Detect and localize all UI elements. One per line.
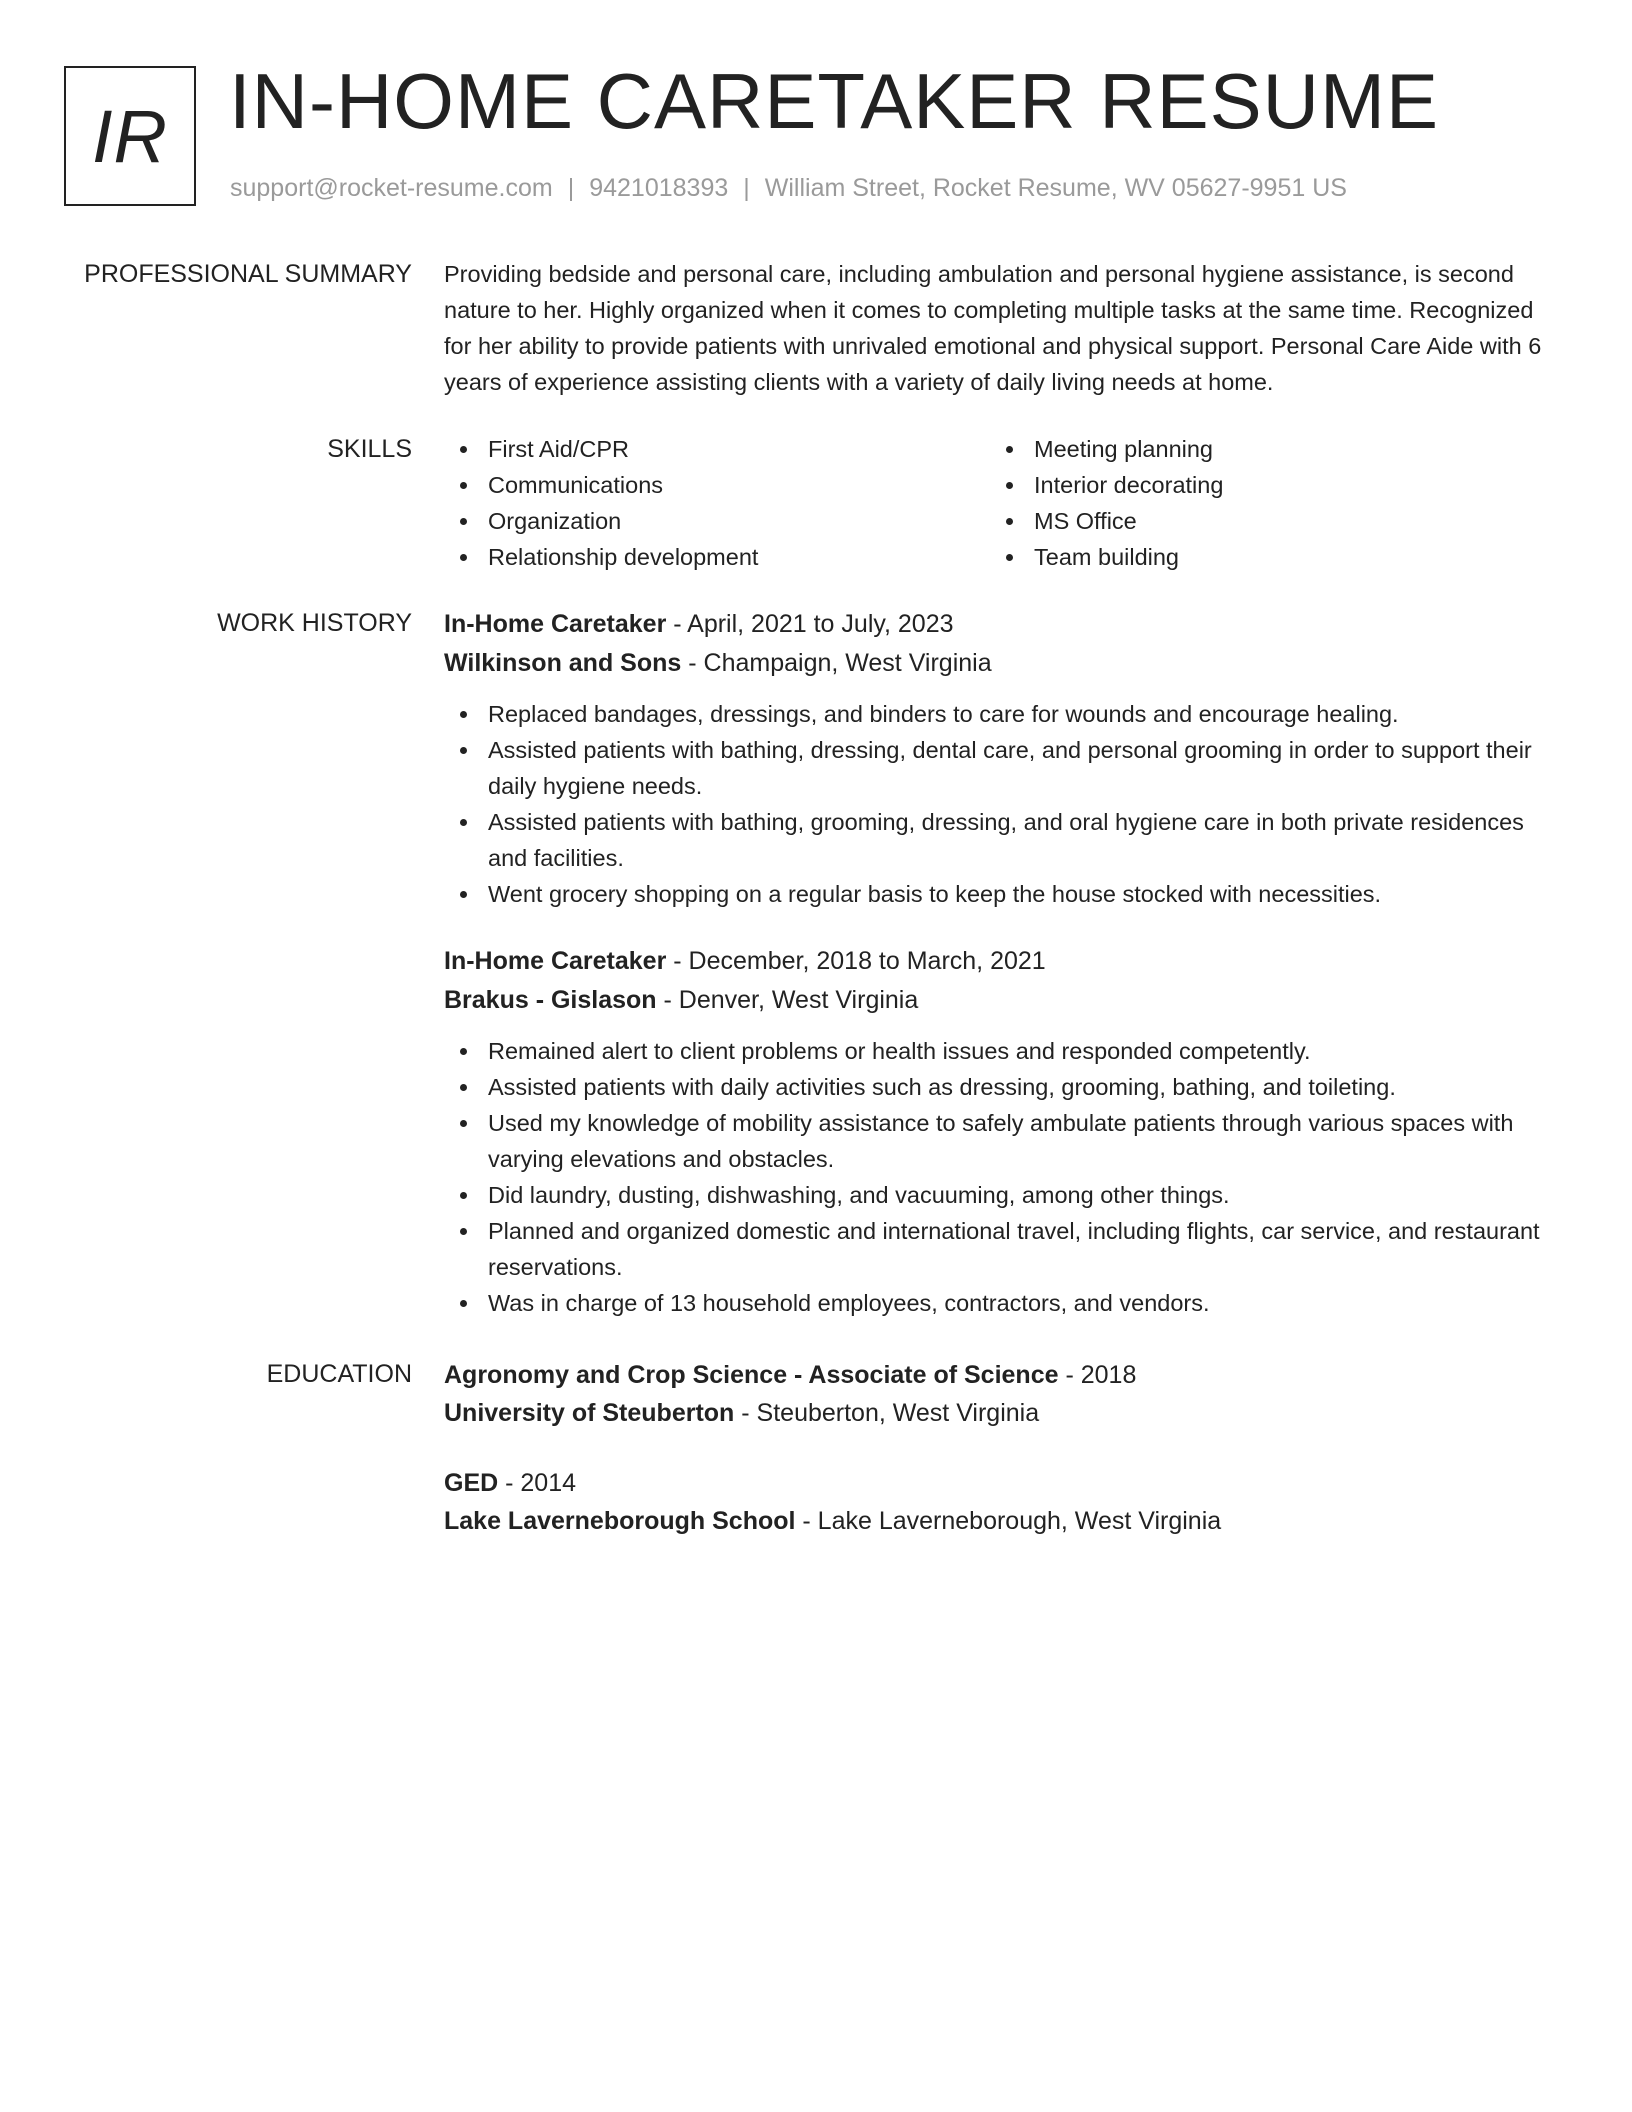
- summary-text: Providing bedside and personal care, including ambulation and personal hygiene assistance, is second nature to her. Highly organized when it comes to completing multiple tasks at the same time. Recognized for her ability to provide patients with unrivaled emotional and physical support. Personal Care Aide with 6 years of experience assisting clients with a variety of daily living needs at home.: [444, 261, 1542, 395]
- job-bullet: Was in charge of 13 household employees, contractors, and vendors.: [444, 1285, 1560, 1321]
- job-title-line: [444, 942, 1560, 981]
- job-company: Brakus - Gislason: [444, 986, 657, 1014]
- job-location: - Champaign, West Virginia: [681, 649, 992, 677]
- job-bullet: Went grocery shopping on a regular basis to keep the house stocked with necessities.: [444, 876, 1560, 912]
- education-year: - 2018: [1058, 1361, 1137, 1389]
- job-bullet: Planned and organized domestic and international travel, including flights, car service, and restaurant reservations.: [444, 1213, 1560, 1285]
- job-bullet: Assisted patients with bathing, dressing, dental care, and personal grooming in order to support their daily hygiene needs.: [444, 732, 1560, 804]
- job-title-line: [444, 605, 1560, 644]
- job-bullet: Assisted patients with bathing, grooming, dressing, and oral hygiene care in both private residences and facilities.: [444, 804, 1560, 876]
- job-bullet: Did laundry, dusting, dishwashing, and vacuuming, among other things.: [444, 1177, 1560, 1213]
- contact-line: [230, 174, 1347, 203]
- education-school-line: [444, 1394, 1560, 1432]
- monogram-text: IR: [92, 94, 168, 178]
- job-bullets: [444, 696, 1560, 912]
- section-label-work: WORK HISTORY: [217, 609, 412, 637]
- contact-separator: |: [567, 174, 575, 202]
- skill-item: Meeting planning: [990, 431, 1536, 467]
- skill-item: Communications: [444, 467, 990, 503]
- education-year: - 2014: [498, 1469, 577, 1497]
- education-degree: GED: [444, 1469, 499, 1497]
- education-location: - Steuberton, West Virginia: [734, 1399, 1040, 1427]
- education-degree-line: [444, 1356, 1560, 1394]
- education-body: [444, 1356, 1560, 1540]
- skills-list-right: [990, 431, 1536, 575]
- job-company-line: [444, 644, 1560, 683]
- job-company: Wilkinson and Sons: [444, 649, 682, 677]
- job-entry: [444, 605, 1560, 912]
- section-label-skills: SKILLS: [327, 435, 412, 463]
- contact-phone[interactable]: 9421018393: [589, 174, 729, 202]
- skill-item: Relationship development: [444, 539, 990, 575]
- job-location: - Denver, West Virginia: [656, 986, 919, 1014]
- education-school-line: [444, 1502, 1560, 1540]
- monogram-badge: [64, 66, 196, 206]
- job-bullet: Assisted patients with daily activities such as dressing, grooming, bathing, and toileting.: [444, 1069, 1560, 1105]
- skill-item: Team building: [990, 539, 1536, 575]
- job-bullets: [444, 1033, 1560, 1321]
- job-bullet: Replaced bandages, dressings, and binders to care for wounds and encourage healing.: [444, 696, 1560, 732]
- education-location: - Lake Laverneborough, West Virginia: [795, 1507, 1222, 1535]
- education-school: University of Steuberton: [444, 1399, 735, 1427]
- contact-email[interactable]: support@rocket-resume.com: [230, 174, 553, 202]
- contact-address: William Street, Rocket Resume, WV 05627-9951 US: [764, 174, 1347, 202]
- education-entry: [444, 1356, 1560, 1432]
- work-history-body: [444, 605, 1560, 1321]
- skills-body: [444, 431, 1560, 575]
- skill-item: Organization: [444, 503, 990, 539]
- section-label-education: EDUCATION: [266, 1360, 412, 1388]
- job-dates: - April, 2021 to July, 2023: [666, 610, 954, 638]
- job-company-line: [444, 981, 1560, 1020]
- education-degree: Agronomy and Crop Science - Associate of Science: [444, 1361, 1059, 1389]
- job-title: In-Home Caretaker: [444, 947, 667, 975]
- education-entry: [444, 1464, 1560, 1540]
- education-degree-line: [444, 1464, 1560, 1502]
- section-label-summary: PROFESSIONAL SUMMARY: [84, 260, 412, 288]
- job-dates: - December, 2018 to March, 2021: [666, 947, 1046, 975]
- skill-item: Interior decorating: [990, 467, 1536, 503]
- skills-list-left: [444, 431, 990, 575]
- education-school: Lake Laverneborough School: [444, 1507, 796, 1535]
- resume-title: IN-HOME CARETAKER RESUME: [229, 57, 1439, 145]
- contact-separator: |: [743, 174, 750, 202]
- job-bullet: Used my knowledge of mobility assistance to safely ambulate patients through various spaces with varying elevations and obstacles.: [444, 1105, 1560, 1177]
- job-title: In-Home Caretaker: [444, 610, 667, 638]
- skill-item: MS Office: [990, 503, 1536, 539]
- skill-item: First Aid/CPR: [444, 431, 990, 467]
- job-entry: [444, 942, 1560, 1321]
- summary-body: [444, 256, 1560, 400]
- job-bullet: Remained alert to client problems or health issues and responded competently.: [444, 1033, 1560, 1069]
